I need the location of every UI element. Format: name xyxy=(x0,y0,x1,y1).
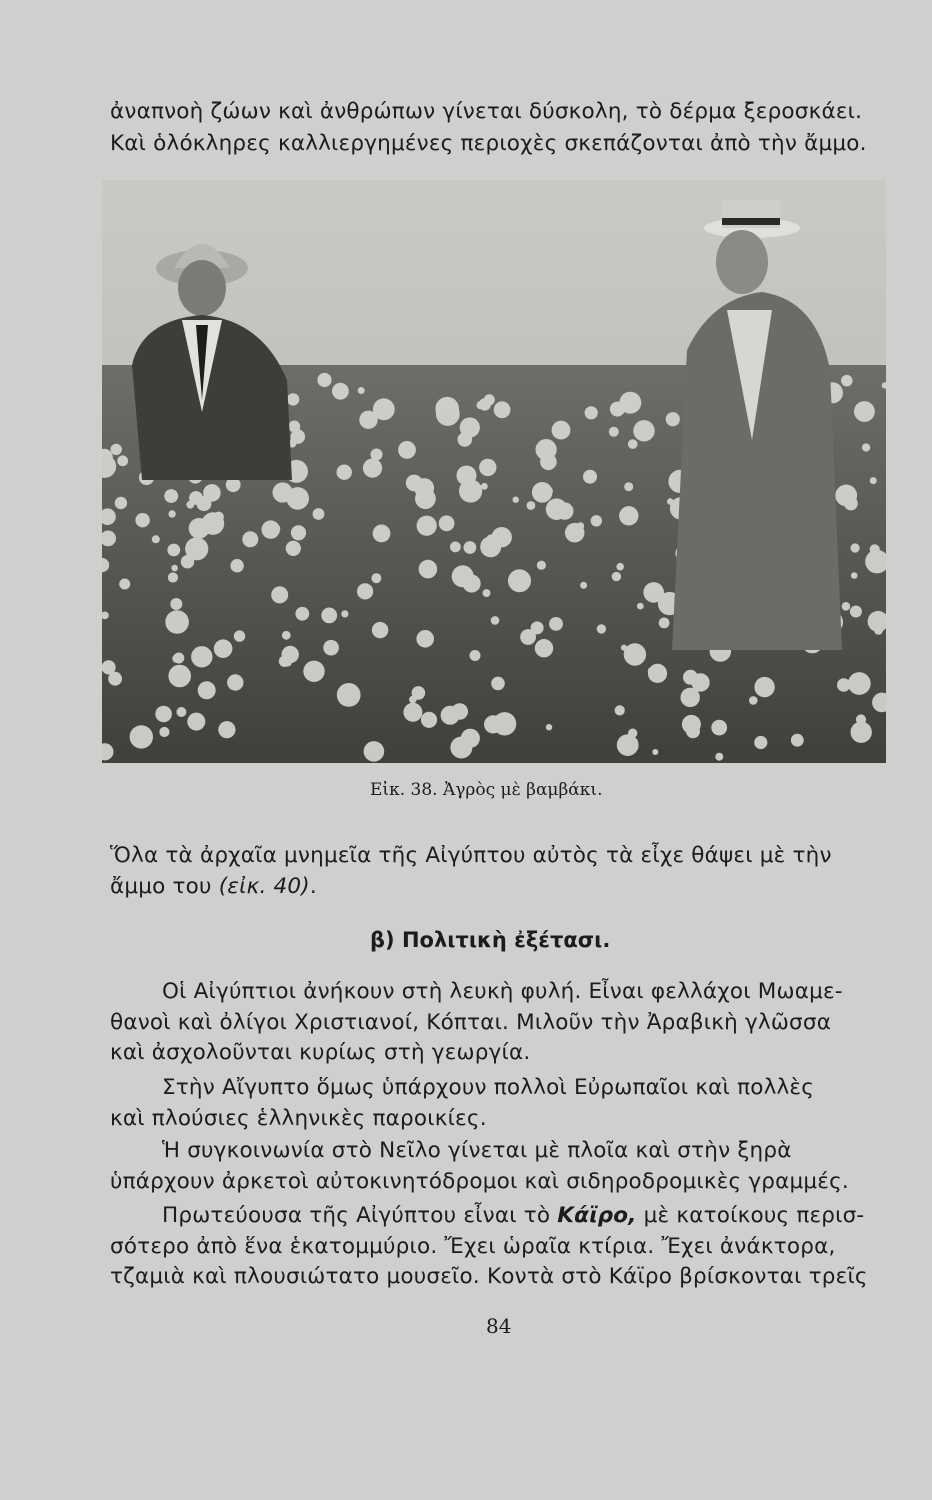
cotton-boll xyxy=(546,498,568,520)
cotton-boll xyxy=(851,722,872,743)
figure-reference: (εἰκ. 40) xyxy=(218,874,310,899)
cotton-boll xyxy=(513,497,519,503)
cotton-boll xyxy=(286,541,301,556)
cotton-boll xyxy=(580,582,587,589)
cotton-boll xyxy=(130,725,153,748)
cotton-boll xyxy=(167,544,180,557)
cotton-boll xyxy=(189,491,203,505)
cotton-boll xyxy=(851,572,858,579)
cotton-boll xyxy=(176,707,186,717)
cotton-boll xyxy=(417,516,437,536)
cotton-boll xyxy=(421,712,437,728)
cotton-boll xyxy=(282,631,291,640)
cotton-boll xyxy=(463,574,481,592)
text-line-5: Οἱ Αἰγύπτιοι ἀνήκουν στὴ λευκὴ φυλή. Εἶναι φελλάχοι Μωαμε- xyxy=(162,979,843,1004)
cotton-boll xyxy=(715,753,723,761)
cotton-boll xyxy=(464,541,477,554)
cotton-boll xyxy=(317,373,331,387)
text-line-7: καὶ ἀσχολοῦνται κυρίως στὴ γεωργία. xyxy=(110,1040,531,1065)
cotton-boll xyxy=(291,525,306,540)
cotton-boll xyxy=(491,616,500,625)
cotton-boll xyxy=(271,586,288,603)
cotton-boll xyxy=(111,444,122,455)
cotton-boll xyxy=(544,487,553,496)
section-heading: β) Πολιτικὴ ἐξέτασι. xyxy=(370,928,611,952)
cotton-boll xyxy=(492,527,512,547)
cotton-boll xyxy=(585,406,598,419)
cotton-boll xyxy=(597,624,606,633)
cotton-boll xyxy=(117,455,128,466)
cotton-boll xyxy=(152,535,160,543)
cotton-boll xyxy=(299,611,308,620)
cotton-boll xyxy=(371,573,381,583)
text-line-3: Ὅλα τὰ ἀρχαῖα μνημεῖα τῆς Αἰγύπτου αὐτὸς τὰ εἶχε θάψει μὲ τὴν xyxy=(110,843,832,868)
cotton-boll xyxy=(159,727,169,737)
cotton-boll xyxy=(851,543,860,552)
cotton-boll xyxy=(181,555,194,568)
cotton-boll xyxy=(168,572,178,582)
cotton-boll xyxy=(637,603,644,610)
figure-caption: Εἰκ. 38. Ἀγρὸς μὲ βαμβάκι. xyxy=(370,780,603,800)
cotton-boll xyxy=(371,449,383,461)
cotton-boll xyxy=(459,705,467,713)
cotton-boll xyxy=(341,610,348,617)
cotton-boll xyxy=(577,522,585,530)
cotton-boll xyxy=(458,432,473,447)
cotton-boll xyxy=(479,459,496,476)
cotton-boll xyxy=(682,715,701,734)
cotton-boll xyxy=(659,618,670,629)
cotton-boll xyxy=(357,583,373,599)
cotton-boll xyxy=(441,706,460,725)
cotton-boll xyxy=(337,683,361,707)
cotton-boll xyxy=(711,720,727,736)
cotton-boll xyxy=(754,736,767,749)
cotton-boll xyxy=(406,475,423,492)
cotton-boll xyxy=(364,741,385,762)
cotton-boll xyxy=(628,439,638,449)
cotton-boll xyxy=(230,559,243,572)
cotton-boll xyxy=(234,630,245,641)
cotton-boll xyxy=(841,375,853,387)
cotton-field-photo xyxy=(102,180,886,763)
cotton-boll xyxy=(115,497,127,509)
cotton-boll xyxy=(286,487,309,510)
cotton-boll xyxy=(483,589,491,597)
cotton-boll xyxy=(303,661,324,682)
cotton-boll xyxy=(287,393,299,405)
cotton-boll xyxy=(165,610,189,634)
text-line-9: καὶ πλούσιες ἑλληνικὲς παροικίες. xyxy=(110,1106,487,1131)
cotton-boll xyxy=(470,650,481,661)
cotton-boll xyxy=(494,401,511,418)
cotton-boll xyxy=(274,525,281,532)
cotton-boll xyxy=(628,729,637,738)
cotton-boll xyxy=(403,703,422,722)
cotton-boll xyxy=(856,714,866,724)
cotton-boll xyxy=(591,515,602,526)
cotton-boll xyxy=(508,569,531,592)
cotton-boll xyxy=(870,477,877,484)
cotton-boll xyxy=(624,482,633,491)
text-line-13: σότερο ἀπὸ ἕνα ἑκατομμύριο. Ἔχει ὡραῖα κτίρια. Ἔχει ἀνάκτορα, xyxy=(110,1234,836,1259)
cotton-boll xyxy=(835,485,857,507)
cotton-boll xyxy=(461,729,480,748)
cotton-boll xyxy=(170,598,182,610)
cotton-boll xyxy=(412,686,426,700)
cotton-boll xyxy=(203,484,221,502)
page-number: 84 xyxy=(486,1314,512,1338)
cotton-boll xyxy=(459,479,482,502)
cotton-boll xyxy=(332,383,349,400)
cotton-boll xyxy=(624,643,646,665)
cotton-boll xyxy=(633,420,654,441)
cotton-boll xyxy=(214,639,233,658)
cotton-boll xyxy=(648,664,667,683)
cotton-boll xyxy=(549,617,563,631)
cotton-boll xyxy=(164,489,178,503)
text-span: . xyxy=(309,874,317,899)
cotton-boll xyxy=(111,678,117,684)
text-line-14: τζαμιὰ καὶ πλουσιώτατο μουσεῖο. Κοντὰ στὸ Κάϊρο βρίσκονται τρεῖς xyxy=(110,1264,868,1289)
cotton-boll xyxy=(372,622,388,638)
cotton-boll xyxy=(615,705,625,715)
cotton-boll xyxy=(337,465,352,480)
cotton-boll xyxy=(171,565,178,572)
cotton-boll xyxy=(546,724,552,730)
cotton-boll xyxy=(398,441,416,459)
cotton-boll xyxy=(749,696,758,705)
text-line-10: Ἡ συγκοινωνία στὸ Νεῖλο γίνεται μὲ πλοῖα καὶ στὴν ξηρὰ xyxy=(162,1138,792,1163)
cotton-boll xyxy=(491,677,505,691)
cotton-boll xyxy=(754,677,774,697)
text-line-4 xyxy=(110,873,317,901)
cotton-boll xyxy=(854,401,875,422)
text-line-11: ὑπάρχουν ἀρκετοὶ αὐτοκινητόδρομοι καὶ σιδηροδρομικὲς γραμμές. xyxy=(110,1169,849,1194)
text-line-2: Καὶ ὁλόκληρες καλλιεργημένες περιοχὲς σκεπάζονται ἀπὸ τὴν ἄμμο. xyxy=(110,131,867,156)
cotton-boll xyxy=(155,706,172,723)
cotton-boll xyxy=(617,734,639,756)
text-span: μὲ κατοίκους περισ- xyxy=(636,1203,865,1228)
cotton-boll xyxy=(119,579,130,590)
city-name: Κάϊρο, xyxy=(557,1203,637,1228)
cotton-boll xyxy=(850,606,862,618)
cotton-boll xyxy=(666,412,680,426)
cotton-boll xyxy=(552,421,571,440)
cotton-boll xyxy=(191,646,212,667)
cotton-boll xyxy=(168,665,191,688)
cotton-boll xyxy=(619,392,641,414)
cotton-boll xyxy=(416,630,434,648)
cotton-boll xyxy=(187,713,205,731)
cotton-boll xyxy=(313,508,325,520)
cotton-boll xyxy=(520,629,536,645)
cotton-boll xyxy=(168,510,175,517)
cotton-boll xyxy=(536,439,557,460)
cotton-boll xyxy=(609,427,619,437)
cotton-boll xyxy=(363,459,382,478)
text-line-1: ἀναπνοὴ ζώων καὶ ἀνθρώπων γίνεται δύσκολη, τὸ δέρμα ξεροσκάει. xyxy=(110,99,863,124)
text-line-12 xyxy=(162,1202,864,1230)
cotton-boll xyxy=(848,672,871,695)
cotton-boll xyxy=(213,512,224,523)
cotton-boll xyxy=(242,531,258,547)
cotton-boll xyxy=(643,582,664,603)
cotton-boll xyxy=(359,411,377,429)
cotton-boll xyxy=(291,429,306,444)
cotton-boll xyxy=(862,443,870,451)
cotton-boll xyxy=(173,653,184,664)
cotton-boll xyxy=(198,681,216,699)
cotton-boll xyxy=(419,560,438,579)
cotton-boll xyxy=(275,488,288,501)
text-line-6: θανοὶ καὶ ὀλίγοι Χριστιανοί, Κόπται. Μιλοῦν τὴν Ἀραβικὴ γλῶσσα xyxy=(110,1010,832,1035)
cotton-boll xyxy=(415,488,436,509)
cotton-boll xyxy=(691,673,709,691)
cotton-boll xyxy=(358,387,365,394)
cotton-boll xyxy=(373,525,391,543)
cotton-boll xyxy=(527,501,536,510)
cotton-boll xyxy=(535,639,553,657)
cotton-boll xyxy=(218,721,235,738)
cotton-boll xyxy=(323,640,339,656)
cotton-boll xyxy=(481,483,488,490)
cotton-boll xyxy=(450,542,461,553)
cotton-boll xyxy=(537,561,546,570)
cotton-boll xyxy=(652,749,658,755)
cotton-boll xyxy=(227,674,243,690)
cotton-boll xyxy=(667,498,674,505)
cotton-boll xyxy=(842,602,851,611)
cotton-boll xyxy=(616,563,624,571)
cotton-boll xyxy=(612,572,621,581)
cotton-boll xyxy=(583,470,597,484)
cotton-boll xyxy=(439,515,455,531)
cotton-boll xyxy=(619,506,638,525)
cotton-boll xyxy=(791,734,804,747)
cotton-boll xyxy=(477,401,485,409)
cotton-boll xyxy=(435,397,459,421)
text-span: ἄμμο του xyxy=(110,874,219,899)
cotton-boll xyxy=(493,712,516,735)
text-line-8: Στὴν Αἴγυπτο ὅμως ὑπάρχουν πολλοὶ Εὐρωπαῖοι καὶ πολλὲς xyxy=(162,1075,815,1100)
cotton-boll xyxy=(135,513,149,527)
cotton-boll xyxy=(321,608,337,624)
cotton-boll xyxy=(874,626,883,635)
text-span: Πρωτεύουσα τῆς Αἰγύπτου εἶναι τὸ xyxy=(162,1203,558,1228)
cotton-boll xyxy=(282,646,299,663)
